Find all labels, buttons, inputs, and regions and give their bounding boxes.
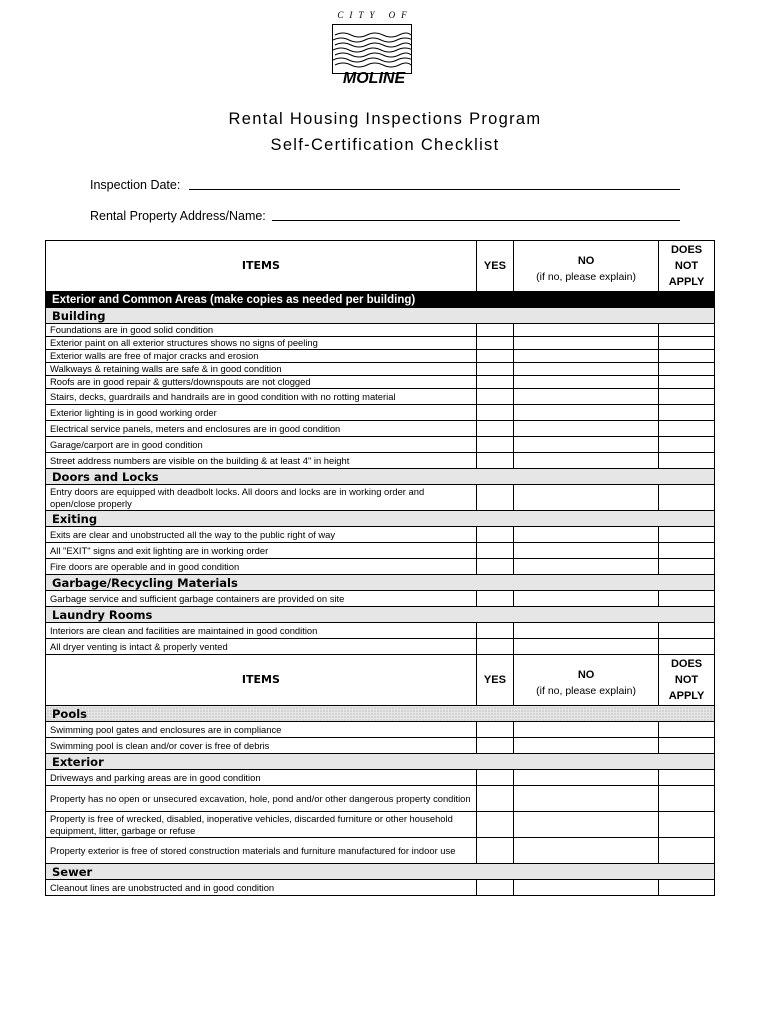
header-items: ITEMS — [46, 655, 477, 706]
checklist-item-text: All "EXIT" signs and exit lighting are in working order — [46, 543, 477, 559]
no-explain-cell[interactable] — [514, 812, 659, 838]
checklist-row — [46, 421, 715, 437]
does-not-apply-cell[interactable] — [659, 722, 715, 738]
no-explain-cell[interactable] — [514, 770, 659, 786]
section-title: Exiting — [46, 511, 715, 527]
checklist-item-text: Exterior paint on all exterior structures shows no signs of peeling — [46, 337, 477, 350]
no-explain-cell[interactable] — [514, 453, 659, 469]
section-banner — [46, 292, 715, 308]
does-not-apply-cell[interactable] — [659, 770, 715, 786]
checklist-row — [46, 880, 715, 896]
header-does-not-apply — [659, 655, 715, 706]
checklist-body-part-1 — [46, 241, 715, 655]
document-subtitle: Self-Certification Checklist — [270, 136, 500, 154]
checklist-item-text: Exits are clear and unobstructed all the way to the public right of way — [46, 527, 477, 543]
checklist-item-text: Exterior lighting is in good working order — [46, 405, 477, 421]
yes-checkbox-cell[interactable] — [476, 786, 513, 812]
does-not-apply-cell[interactable] — [659, 485, 715, 511]
no-explain-cell[interactable] — [514, 350, 659, 363]
section-title: Garbage/Recycling Materials — [46, 575, 715, 591]
checklist-item-text: Fire doors are operable and in good condition — [46, 559, 477, 575]
yes-checkbox-cell[interactable] — [476, 770, 513, 786]
section-header-garbage-recycling-materials — [46, 575, 715, 591]
checklist-row — [46, 591, 715, 607]
does-not-apply-cell[interactable] — [659, 405, 715, 421]
section-header-laundry-rooms — [46, 607, 715, 623]
no-explain-cell[interactable] — [514, 363, 659, 376]
checklist-item-text: Walkways & retaining walls are safe & in good condition — [46, 363, 477, 376]
checklist-body-part-2 — [46, 655, 715, 896]
checklist-item-text: Garbage service and sufficient garbage containers are provided on site — [46, 591, 477, 607]
header-no-label: NO — [577, 669, 595, 681]
no-explain-cell[interactable] — [514, 623, 659, 639]
checklist-row — [46, 623, 715, 639]
checklist-item-text: Entry doors are equipped with deadbolt locks. All doors and locks are in working order and open/close properly — [46, 485, 477, 511]
section-title: Sewer — [46, 864, 715, 880]
wave-icon — [333, 25, 411, 73]
yes-checkbox-cell[interactable] — [476, 350, 513, 363]
section-header-exterior — [46, 754, 715, 770]
checklist-row — [46, 786, 715, 812]
city-logo — [330, 10, 420, 88]
checklist-item-text: Garage/carport are in good condition — [46, 437, 477, 453]
checklist-row — [46, 405, 715, 421]
checklist-row — [46, 324, 715, 337]
header-items: ITEMS — [46, 241, 477, 292]
section-header-building — [46, 308, 715, 324]
does-not-apply-cell[interactable] — [659, 559, 715, 575]
table-header-row — [46, 655, 715, 706]
no-explain-cell[interactable] — [514, 786, 659, 812]
yes-checkbox-cell[interactable] — [476, 838, 513, 864]
section-title: Building — [46, 308, 715, 324]
yes-checkbox-cell[interactable] — [476, 337, 513, 350]
yes-checkbox-cell[interactable] — [476, 559, 513, 575]
header-does: DOES — [670, 244, 703, 256]
checklist-item-text: Swimming pool gates and enclosures are in compliance — [46, 722, 477, 738]
checklist-row — [46, 838, 715, 864]
checklist-row — [46, 738, 715, 754]
document-title: Rental Housing Inspections Program — [228, 110, 542, 128]
checklist-item-text: Foundations are in good solid condition — [46, 324, 477, 337]
yes-checkbox-cell[interactable] — [476, 421, 513, 437]
no-explain-cell[interactable] — [514, 738, 659, 754]
checklist-item-text: Property exterior is free of stored construction materials and furniture manufactured for indoor use — [46, 838, 477, 864]
no-explain-cell[interactable] — [514, 527, 659, 543]
yes-checkbox-cell[interactable] — [476, 376, 513, 389]
does-not-apply-cell[interactable] — [659, 639, 715, 655]
checklist-item-text: Electrical service panels, meters and enclosures are in good condition — [46, 421, 477, 437]
does-not-apply-cell[interactable] — [659, 389, 715, 405]
logo-city-of-text: CITY OF — [337, 10, 413, 20]
does-not-apply-cell[interactable] — [659, 350, 715, 363]
yes-checkbox-cell[interactable] — [476, 324, 513, 337]
yes-checkbox-cell[interactable] — [476, 722, 513, 738]
checklist-item-text: Property has no open or unsecured excavation, hole, pond and/or other dangerous property condition — [46, 786, 477, 812]
table-header-row — [46, 241, 715, 292]
yes-checkbox-cell[interactable] — [476, 453, 513, 469]
checklist-row — [46, 453, 715, 469]
header-no-label: NO — [577, 255, 595, 267]
no-explain-cell[interactable] — [514, 324, 659, 337]
checklist-item-text: Stairs, decks, guardrails and handrails are in good condition with no rotting material — [46, 389, 477, 405]
section-header-sewer — [46, 864, 715, 880]
checklist-row — [46, 722, 715, 738]
property-address-field[interactable] — [90, 209, 680, 223]
checklist-row — [46, 527, 715, 543]
no-explain-cell[interactable] — [514, 559, 659, 575]
logo-wave-emblem — [332, 24, 412, 74]
no-explain-cell[interactable] — [514, 337, 659, 350]
does-not-apply-cell[interactable] — [659, 363, 715, 376]
does-not-apply-cell[interactable] — [659, 421, 715, 437]
no-explain-cell[interactable] — [514, 591, 659, 607]
banner-text: Exterior and Common Areas (make copies as needed per building) — [46, 292, 715, 308]
yes-checkbox-cell[interactable] — [476, 623, 513, 639]
header-does: DOES — [670, 658, 703, 670]
no-explain-cell[interactable] — [514, 722, 659, 738]
yes-checkbox-cell[interactable] — [476, 738, 513, 754]
does-not-apply-cell[interactable] — [659, 623, 715, 639]
checklist-item-text: All dryer venting is intact & properly vented — [46, 639, 477, 655]
header-not: NOT — [674, 260, 699, 272]
inspection-date-field[interactable] — [90, 178, 680, 192]
does-not-apply-cell[interactable] — [659, 337, 715, 350]
no-explain-cell[interactable] — [514, 639, 659, 655]
checklist-table — [45, 240, 715, 896]
no-explain-cell[interactable] — [514, 405, 659, 421]
checklist-row — [46, 437, 715, 453]
header-yes: YES — [476, 655, 513, 706]
no-explain-cell[interactable] — [514, 543, 659, 559]
header-no — [514, 241, 659, 292]
checklist-row — [46, 485, 715, 511]
property-address-label: Rental Property Address/Name: — [90, 209, 266, 223]
section-header-doors-and-locks — [46, 469, 715, 485]
does-not-apply-cell[interactable] — [659, 324, 715, 337]
section-title: Laundry Rooms — [46, 607, 715, 623]
does-not-apply-cell[interactable] — [659, 591, 715, 607]
section-title: Exterior — [46, 754, 715, 770]
header-no-sub: (if no, please explain) — [536, 685, 636, 697]
yes-checkbox-cell[interactable] — [476, 363, 513, 376]
checklist-row — [46, 770, 715, 786]
yes-checkbox-cell[interactable] — [476, 812, 513, 838]
yes-checkbox-cell[interactable] — [476, 485, 513, 511]
checklist-item-text: Exterior walls are free of major cracks and erosion — [46, 350, 477, 363]
no-explain-cell[interactable] — [514, 421, 659, 437]
checklist-row — [46, 559, 715, 575]
does-not-apply-cell[interactable] — [659, 812, 715, 838]
yes-checkbox-cell[interactable] — [476, 527, 513, 543]
checklist-item-text: Driveways and parking areas are in good condition — [46, 770, 477, 786]
section-title: Pools — [46, 706, 715, 722]
checklist-row — [46, 376, 715, 389]
header-yes: YES — [476, 241, 513, 292]
header-does-not-apply — [659, 241, 715, 292]
yes-checkbox-cell[interactable] — [476, 437, 513, 453]
no-explain-cell[interactable] — [514, 485, 659, 511]
checklist-row — [46, 363, 715, 376]
does-not-apply-cell[interactable] — [659, 376, 715, 389]
checklist-item-text: Roofs are in good repair & gutters/downspouts are not clogged — [46, 376, 477, 389]
section-title: Doors and Locks — [46, 469, 715, 485]
does-not-apply-cell[interactable] — [659, 880, 715, 896]
checklist-item-text: Swimming pool is clean and/or cover is free of debris — [46, 738, 477, 754]
no-explain-cell[interactable] — [514, 437, 659, 453]
yes-checkbox-cell[interactable] — [476, 389, 513, 405]
yes-checkbox-cell[interactable] — [476, 880, 513, 896]
checklist-row — [46, 812, 715, 838]
property-address-line — [272, 220, 680, 221]
checklist-item-text: Cleanout lines are unobstructed and in good condition — [46, 880, 477, 896]
does-not-apply-cell[interactable] — [659, 543, 715, 559]
header-no — [514, 655, 659, 706]
checklist-row — [46, 639, 715, 655]
checklist-item-text: Street address numbers are visible on the building & at least 4" in height — [46, 453, 477, 469]
yes-checkbox-cell[interactable] — [476, 405, 513, 421]
header-apply: APPLY — [668, 690, 705, 702]
checklist-row — [46, 337, 715, 350]
no-explain-cell[interactable] — [514, 880, 659, 896]
logo-name: MOLINE — [342, 70, 406, 87]
section-header-exiting — [46, 511, 715, 527]
does-not-apply-cell[interactable] — [659, 527, 715, 543]
no-explain-cell[interactable] — [514, 838, 659, 864]
no-explain-cell[interactable] — [514, 376, 659, 389]
yes-checkbox-cell[interactable] — [476, 543, 513, 559]
does-not-apply-cell[interactable] — [659, 838, 715, 864]
inspection-date-label: Inspection Date: — [90, 178, 181, 192]
section-header-pools — [46, 706, 715, 722]
yes-checkbox-cell[interactable] — [476, 639, 513, 655]
checklist-item-text: Property is free of wrecked, disabled, inoperative vehicles, discarded furniture or other household equipment, litter, garbage or refuse — [46, 812, 477, 838]
header-no-sub: (if no, please explain) — [536, 271, 636, 283]
checklist-row — [46, 389, 715, 405]
does-not-apply-cell[interactable] — [659, 453, 715, 469]
does-not-apply-cell[interactable] — [659, 437, 715, 453]
checklist-row — [46, 350, 715, 363]
header-not: NOT — [674, 674, 699, 686]
checklist-row — [46, 543, 715, 559]
yes-checkbox-cell[interactable] — [476, 591, 513, 607]
inspection-date-line — [189, 189, 680, 190]
header-apply: APPLY — [668, 276, 705, 288]
does-not-apply-cell[interactable] — [659, 786, 715, 812]
does-not-apply-cell[interactable] — [659, 738, 715, 754]
checklist-item-text: Interiors are clean and facilities are maintained in good condition — [46, 623, 477, 639]
no-explain-cell[interactable] — [514, 389, 659, 405]
